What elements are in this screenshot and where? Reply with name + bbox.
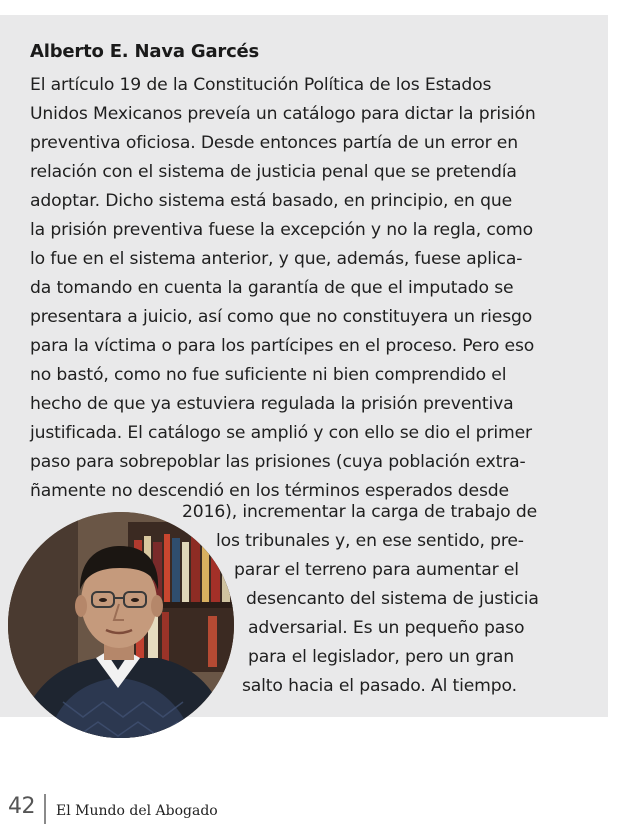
- body-line: los tribunales y, en ese sentido, pre-: [216, 531, 524, 551]
- author-photo: [8, 512, 234, 738]
- author-name: Alberto E. Nava Garcés: [30, 41, 260, 62]
- body-line: hecho de que ya estuviera regulada la prisión preventiva: [30, 394, 514, 414]
- body-line: presentara a juicio, así como que no constituyera un riesgo: [30, 307, 533, 327]
- body-line: Unidos Mexicanos preveía un catálogo para dictar la prisión: [30, 104, 536, 124]
- body-line: no bastó, como no fue suficiente ni bien comprendido el: [30, 365, 507, 385]
- body-line: relación con el sistema de justicia penal que se pretendía: [30, 162, 517, 182]
- page-number: 42: [8, 794, 35, 819]
- body-line: da tomando en cuenta la garantía de que el imputado se: [30, 278, 514, 298]
- body-line: desencanto del sistema de justicia: [246, 589, 539, 609]
- body-line: para el legislador, pero un gran: [248, 647, 515, 667]
- body-line: la prisión preventiva fuese la excepción y no la regla, como: [30, 220, 533, 240]
- footer-divider: [44, 794, 46, 824]
- body-line: parar el terreno para aumentar el: [234, 560, 519, 580]
- body-line: salto hacia el pasado. Al tiempo.: [242, 676, 517, 696]
- body-line: paso para sobrepoblar las prisiones (cuya población extra-: [30, 452, 526, 472]
- publication-name: El Mundo del Abogado: [56, 803, 218, 819]
- body-line: para la víctima o para los partícipes en el proceso. Pero eso: [30, 336, 535, 356]
- body-line: ñamente no descendió en los términos esperados desde: [30, 481, 509, 501]
- body-line: 2016), incrementar la carga de trabajo de: [182, 502, 538, 522]
- body-line: preventiva oficiosa. Desde entonces partía de un error en: [30, 133, 518, 153]
- body-line: El artículo 19 de la Constitución Política de los Estados: [30, 75, 492, 95]
- body-line: adversarial. Es un pequeño paso: [248, 618, 525, 638]
- body-line: justificada. El catálogo se amplió y con ello se dio el primer: [30, 423, 532, 443]
- body-line: adoptar. Dicho sistema está basado, en principio, en que: [30, 191, 513, 211]
- body-line: lo fue en el sistema anterior, y que, además, fuese aplica-: [30, 249, 523, 269]
